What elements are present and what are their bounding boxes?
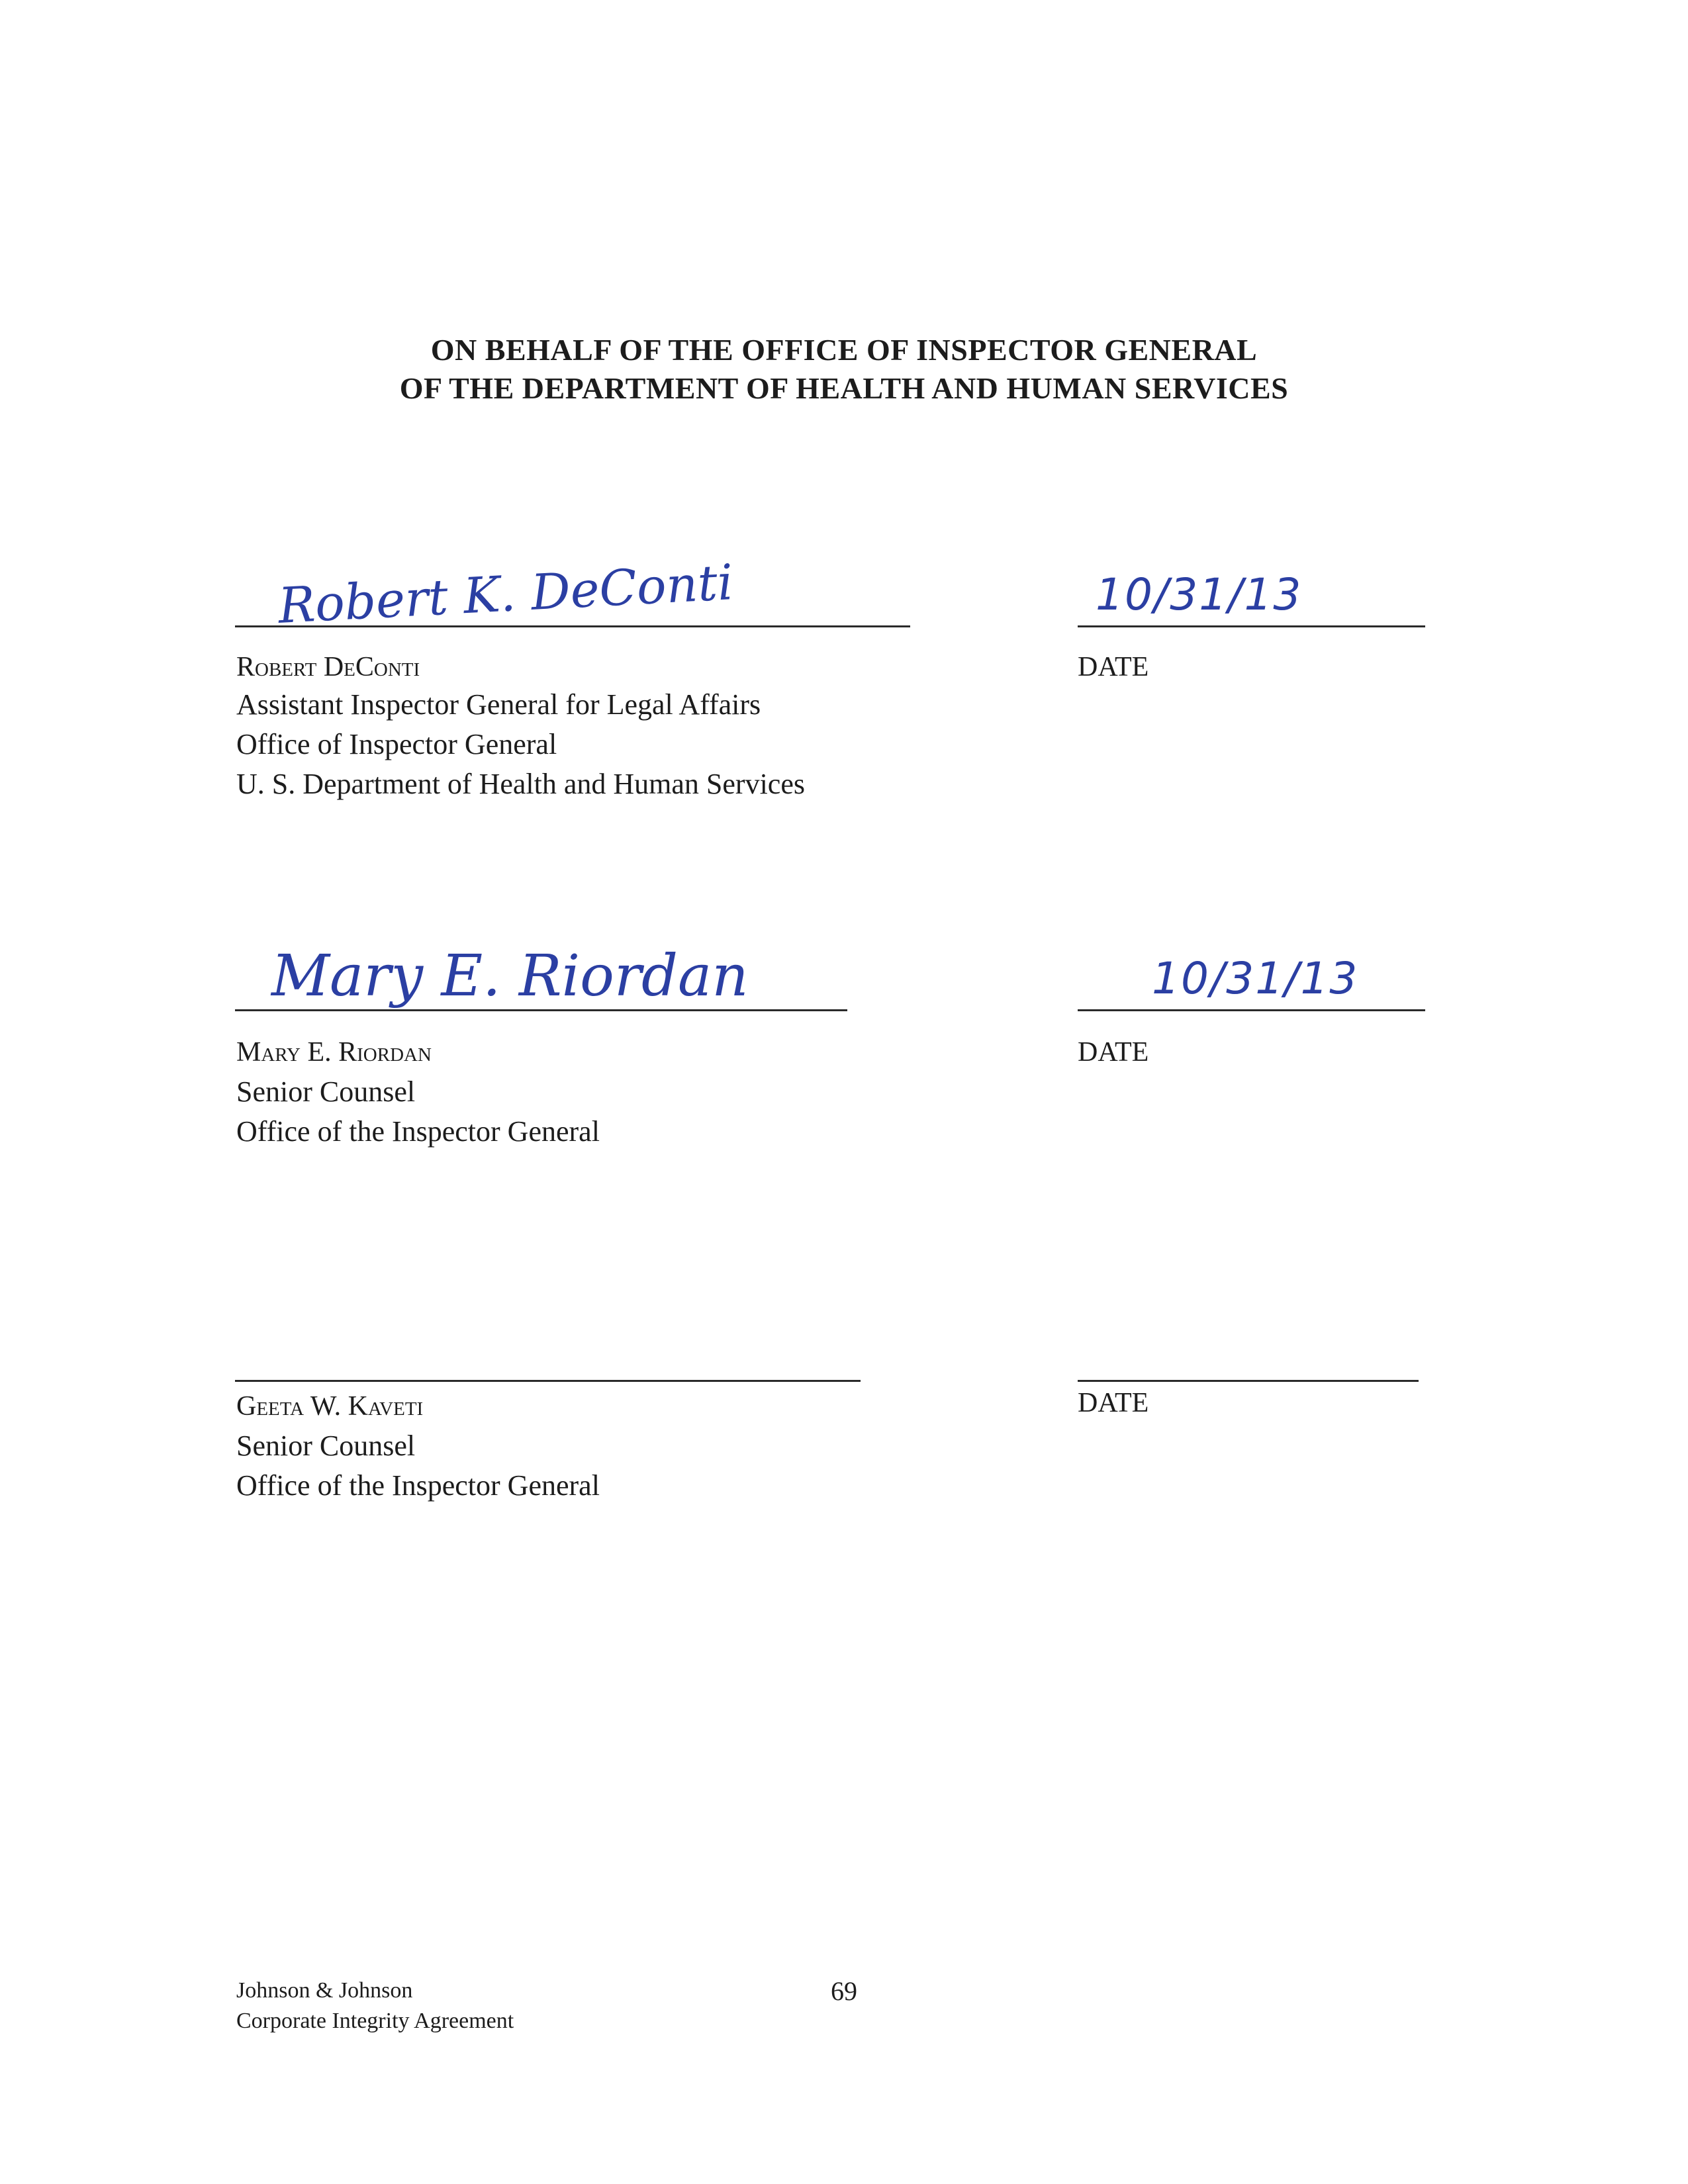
document-heading bbox=[0, 331, 1688, 408]
signatory-3-title-1: Senior Counsel bbox=[236, 1430, 416, 1462]
date-line-1 bbox=[1078, 625, 1425, 627]
date-line-3 bbox=[1078, 1380, 1419, 1382]
page-number: 69 bbox=[831, 1976, 857, 2006]
signature-mary-riordan: Mary E. Riordan bbox=[271, 943, 749, 1009]
signature-line-2 bbox=[235, 1009, 847, 1011]
signatory-2-title-2: Office of the Inspector General bbox=[236, 1115, 600, 1148]
date-label-2: DATE bbox=[1078, 1037, 1149, 1068]
handwritten-date-2: 10/31/13 bbox=[1152, 953, 1359, 1004]
signatory-name-3: Geeta W. Kaveti bbox=[236, 1391, 424, 1422]
signatory-1-title-1: Assistant Inspector General for Legal Affairs bbox=[236, 688, 761, 721]
date-label-1: DATE bbox=[1078, 652, 1149, 682]
footer-agreement: Corporate Integrity Agreement bbox=[236, 2009, 514, 2033]
signatory-name-2: Mary E. Riordan bbox=[236, 1037, 432, 1068]
signatory-1-title-3: U. S. Department of Health and Human Services bbox=[236, 768, 805, 800]
heading-line-2: OF THE DEPARTMENT OF HEALTH AND HUMAN SERVICES bbox=[399, 371, 1289, 405]
signatory-name-1: Robert DeConti bbox=[236, 652, 420, 682]
signatory-1-title-2: Office of Inspector General bbox=[236, 728, 557, 760]
signature-line-3 bbox=[235, 1380, 861, 1382]
signature-robert-deconti: Robert K. DeConti bbox=[277, 554, 735, 635]
footer-company: Johnson & Johnson bbox=[236, 1978, 413, 2003]
date-label-3: DATE bbox=[1078, 1388, 1149, 1418]
signatory-2-title-1: Senior Counsel bbox=[236, 1075, 416, 1108]
signatory-3-title-2: Office of the Inspector General bbox=[236, 1469, 600, 1502]
heading-line-1: ON BEHALF OF THE OFFICE OF INSPECTOR GENERAL bbox=[430, 333, 1258, 367]
signature-line-1 bbox=[235, 625, 910, 627]
handwritten-date-1: 10/31/13 bbox=[1096, 569, 1303, 620]
date-line-2 bbox=[1078, 1009, 1425, 1011]
